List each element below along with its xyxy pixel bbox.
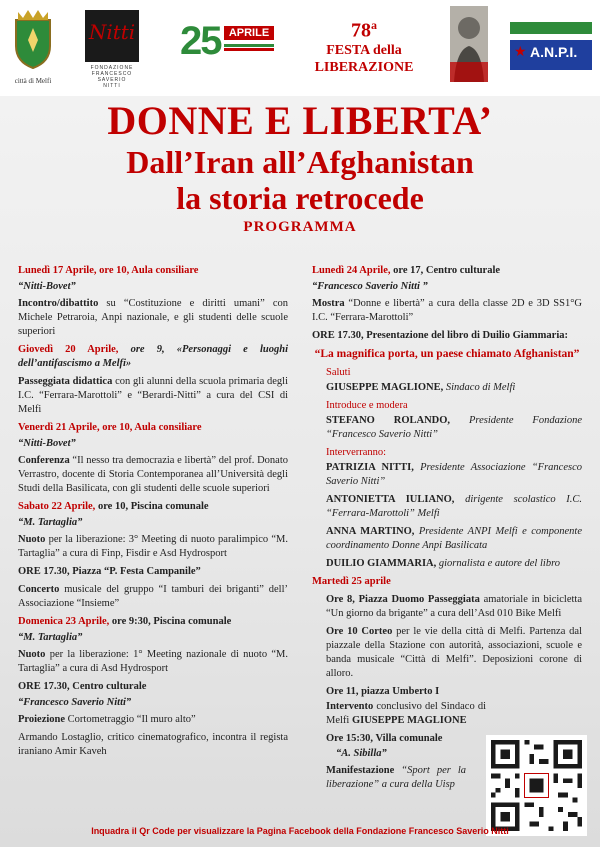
logo-bar bbox=[0, 0, 600, 96]
venue-name: “Nitti-Bovet” bbox=[18, 281, 76, 292]
day-heading: Giovedì 20 Aprile, ore 9, «Personaggi e luoghi dell’antifascismo a Melfi» bbox=[18, 344, 288, 369]
guest-item: ANNA MARTINO, Presidente ANPI Melfi e componente coordinamento Donne Anpi Basilicata bbox=[326, 526, 582, 551]
25-aprile-logo bbox=[180, 20, 278, 74]
event-item: Ore 10 Corteo per le vie della città di Melfi. Partenza dal piazzale della Stazione con autorità, associazioni, scuole e banda musicale “Città di Melfi”. Deposizioni corone di alloro. bbox=[326, 626, 582, 679]
title-block bbox=[0, 100, 600, 236]
event-item: Incontro/dibattito su “Costituzione e diritti umani” con Michele Petraroia, Anpi nazionale, e gli studenti delle scuole superiori bbox=[18, 298, 288, 337]
nitti-portrait bbox=[450, 6, 488, 82]
aprile-word: APRILE bbox=[224, 26, 274, 40]
book-title: “La magnifica porta, un paese chiamato Afghanistan” bbox=[314, 348, 580, 360]
day-heading: Sabato 22 Aprile, ore 10, Piscina comunale bbox=[18, 501, 209, 512]
venue-name: “A. Sibilla” bbox=[336, 748, 387, 759]
tricolore-stripe-red bbox=[224, 48, 274, 51]
day-heading: Lunedì 17 Aprile, ore 10, Aula consiliare bbox=[18, 265, 199, 276]
nitti-logo-box bbox=[85, 10, 139, 62]
day-heading: Martedì 25 aprile bbox=[312, 576, 391, 587]
main-title: DONNE E LIBERTA’ bbox=[107, 98, 493, 143]
guest-item: DUILIO GIAMMARIA, giornalista e autore del libro bbox=[326, 558, 561, 569]
aprile-number: 25 bbox=[180, 19, 221, 63]
time-heading: ORE 17.30, Piazza “P. Festa Campanile” bbox=[18, 566, 201, 577]
event-item: Proiezione Cortometraggio “Il muro alto” bbox=[18, 714, 196, 725]
program-right-column bbox=[312, 264, 582, 796]
anpi-white-band bbox=[510, 34, 592, 40]
anpi-green-band bbox=[510, 22, 592, 34]
event-item: Nuoto per la liberazione: 3° Meeting di nuoto paralimpico “M. Tartaglia” a cura di Finp, Fisdir e Asd Hydrosport bbox=[18, 534, 288, 559]
event-item: Ore 8, Piazza Duomo Passeggiata amatoriale in bicicletta “Un giorno da brigante” a cura dell’Asd 010 Bike Melfi bbox=[326, 594, 582, 619]
star-icon: ★ bbox=[514, 45, 527, 60]
book-presentation: ORE 17.30, Presentazione del libro di Duilio Giammaria: bbox=[312, 330, 568, 341]
event-item: Armando Lostaglio, critico cinematografico, incontra il regista iraniano Amir Kaveh bbox=[18, 732, 288, 757]
programma-heading: PROGRAMMA bbox=[243, 219, 357, 235]
subtitle-line2: la storia retrocede bbox=[176, 180, 424, 216]
day-heading: Domenica 23 Aprile, ore 9:30, Piscina comunale bbox=[18, 616, 232, 627]
event-item: Manifestazione “Sport per la liberazione” a cura della Uisp bbox=[326, 765, 466, 790]
nitti-logo-text: Nitti bbox=[88, 20, 136, 44]
comune-label: città di Melfi bbox=[14, 77, 52, 85]
melfi-crest-logo bbox=[8, 6, 58, 88]
venue-name: “Nitti-Bovet” bbox=[18, 438, 76, 449]
day-heading: Lunedì 24 Aprile, ore 17, Centro culturale bbox=[312, 265, 501, 276]
role-label: Interverranno: bbox=[326, 447, 387, 458]
event-item: Nuoto per la liberazione: 1° Meeting nazionale di nuoto “M. Tartaglia” a cura di Asd Hydrosport bbox=[18, 649, 288, 674]
guest-item: ANTONIETTA IULIANO, dirigente scolastico I.C. “Ferrara-Marottoli” Melfi bbox=[326, 494, 582, 519]
qr-code-icon[interactable] bbox=[486, 735, 587, 836]
venue-name: “M. Tartaglia” bbox=[18, 632, 83, 643]
venue-name: “M. Tartaglia” bbox=[18, 517, 83, 528]
event-item: Concerto musicale del gruppo “I tamburi dei briganti” dell’ Associazione “Insieme” bbox=[18, 584, 288, 609]
event-item: Mostra “Donne e libertà” a cura della classe 2D e 3D SS1°G I.C. “Ferrara-Marottoli” bbox=[312, 298, 582, 323]
fondazione-text: FONDAZIONE FRANCESCO SAVERIO NITTI bbox=[90, 65, 134, 89]
anpi-label: A.N.P.I. bbox=[530, 44, 578, 60]
anpi-logo bbox=[510, 22, 592, 70]
role-label: Introduce e modera bbox=[326, 400, 408, 411]
festa-liberazione-label: 78$^a$ FESTA della LIBERAZIONE bbox=[314, 18, 414, 75]
guest-item: STEFANO ROLANDO, Presidente Fondazione “Francesco Saverio Nitti” bbox=[326, 415, 583, 440]
time-heading: ORE 17.30, Centro culturale bbox=[18, 681, 147, 692]
venue-name: “Francesco Saverio Nitti” bbox=[18, 697, 132, 708]
program-left-column bbox=[18, 264, 288, 763]
venue-name: “Francesco Saverio Nitti ” bbox=[312, 281, 428, 292]
fondazione-nitti-logo bbox=[80, 10, 144, 90]
event-item: Passeggiata didattica con gli alunni della scuola primaria degli I.C. “Ferrara-Marottoli” e “Berardi-Nitti” a cura del CSI di Melfi bbox=[18, 376, 289, 415]
role-label: Saluti bbox=[326, 367, 351, 378]
guest-item: GIUSEPPE MAGLIONE, Sindaco di Melfi bbox=[326, 382, 516, 393]
guest-item: PATRIZIA NITTI, Presidente Associazione “Francesco Saverio Nitti” bbox=[326, 462, 583, 487]
event-item: Intervento conclusivo del Sindaco di Melfi GIUSEPPE MAGLIONE bbox=[326, 701, 486, 726]
tricolore-stripe-green bbox=[224, 44, 274, 47]
footer-note: Inquadra il Qr Code per visualizzare la Pagina Facebook della Fondazione Francesco Saverio Nitti bbox=[91, 826, 509, 836]
time-heading: Ore 15:30, Villa comunale bbox=[326, 733, 443, 744]
time-heading: Ore 11, piazza Umberto I bbox=[326, 686, 440, 697]
day-heading: Venerdì 21 Aprile, ore 10, Aula consiliare bbox=[18, 422, 202, 433]
event-item: Conferenza “Il nesso tra democrazia e libertà” del prof. Donato Verrastro, docente di Storia Contemporanea all’Università degli Studi della Basilicata, con gli studenti delle scuole superiori bbox=[18, 455, 288, 494]
subtitle-line1: Dall’Iran all’Afghanistan bbox=[126, 144, 474, 180]
